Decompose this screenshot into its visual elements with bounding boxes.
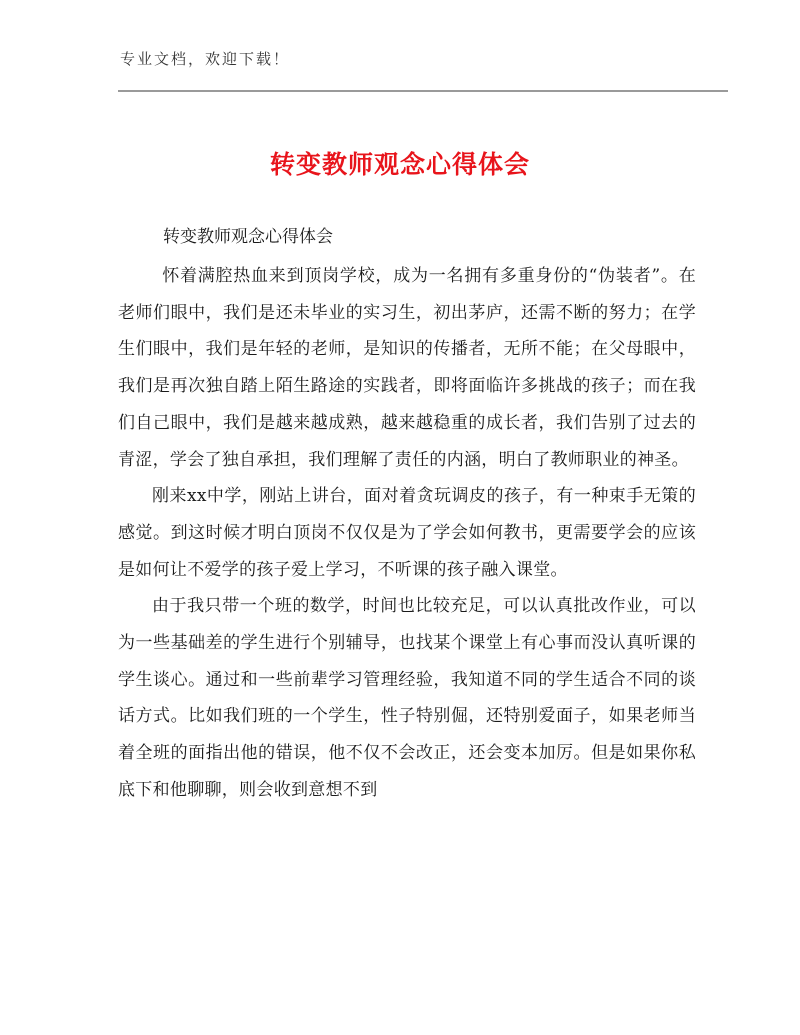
header-note: 专业文档，欢迎下载！	[120, 50, 291, 68]
document-title: 转变教师观念心得体会	[269, 150, 530, 179]
document-subtitle: 转变教师观念心得体会	[163, 227, 333, 247]
document-body	[118, 258, 696, 809]
paragraph-3: 由于我只带一个班的数学，时间也比较充足，可以认真批改作业，可以为一些基础差的学生进行个别辅导，也找某个课堂上有心事而没认真听课的学生谈心。通过和一些前辈学习管理经验，我知道不同的学生适合不同的谈话方式。比如我们班的一个学生，性子特别倔，还特别爱面子，如果老师当着全班的面指出他的错误，他不仅不会改正，还会变本加厉。但是如果你私底下和他聊聊，则会收到意想不到	[118, 596, 696, 800]
paragraph-1: 怀着满腔热血来到顶岗学校，成为一名拥有多重身份的“伪装者”。在老师们眼中，我们是还未毕业的实习生，初出茅庐，还需不断的努力；在学生们眼中，我们是年轻的老师，是知识的传播者，无所不能；在父母眼中，我们是再次独自踏上陌生路途的实践者，即将面临许多挑战的孩子；而在我们自己眼中，我们是越来越成熟，越来越稳重的成长者，我们告别了过去的青涩，学会了独自承担，我们理解了责任的内涵，明白了教师职业的神圣。	[118, 266, 696, 470]
paragraph-2: 刚来xx中学，刚站上讲台，面对着贪玩调皮的孩子，有一种束手无策的感觉。到这时候才明白顶岗不仅仅是为了学会如何教书，更需要学会的应该是如何让不爱学的孩子爱上学习，不听课的孩子融入课堂。	[118, 486, 696, 580]
header-divider	[118, 90, 728, 92]
